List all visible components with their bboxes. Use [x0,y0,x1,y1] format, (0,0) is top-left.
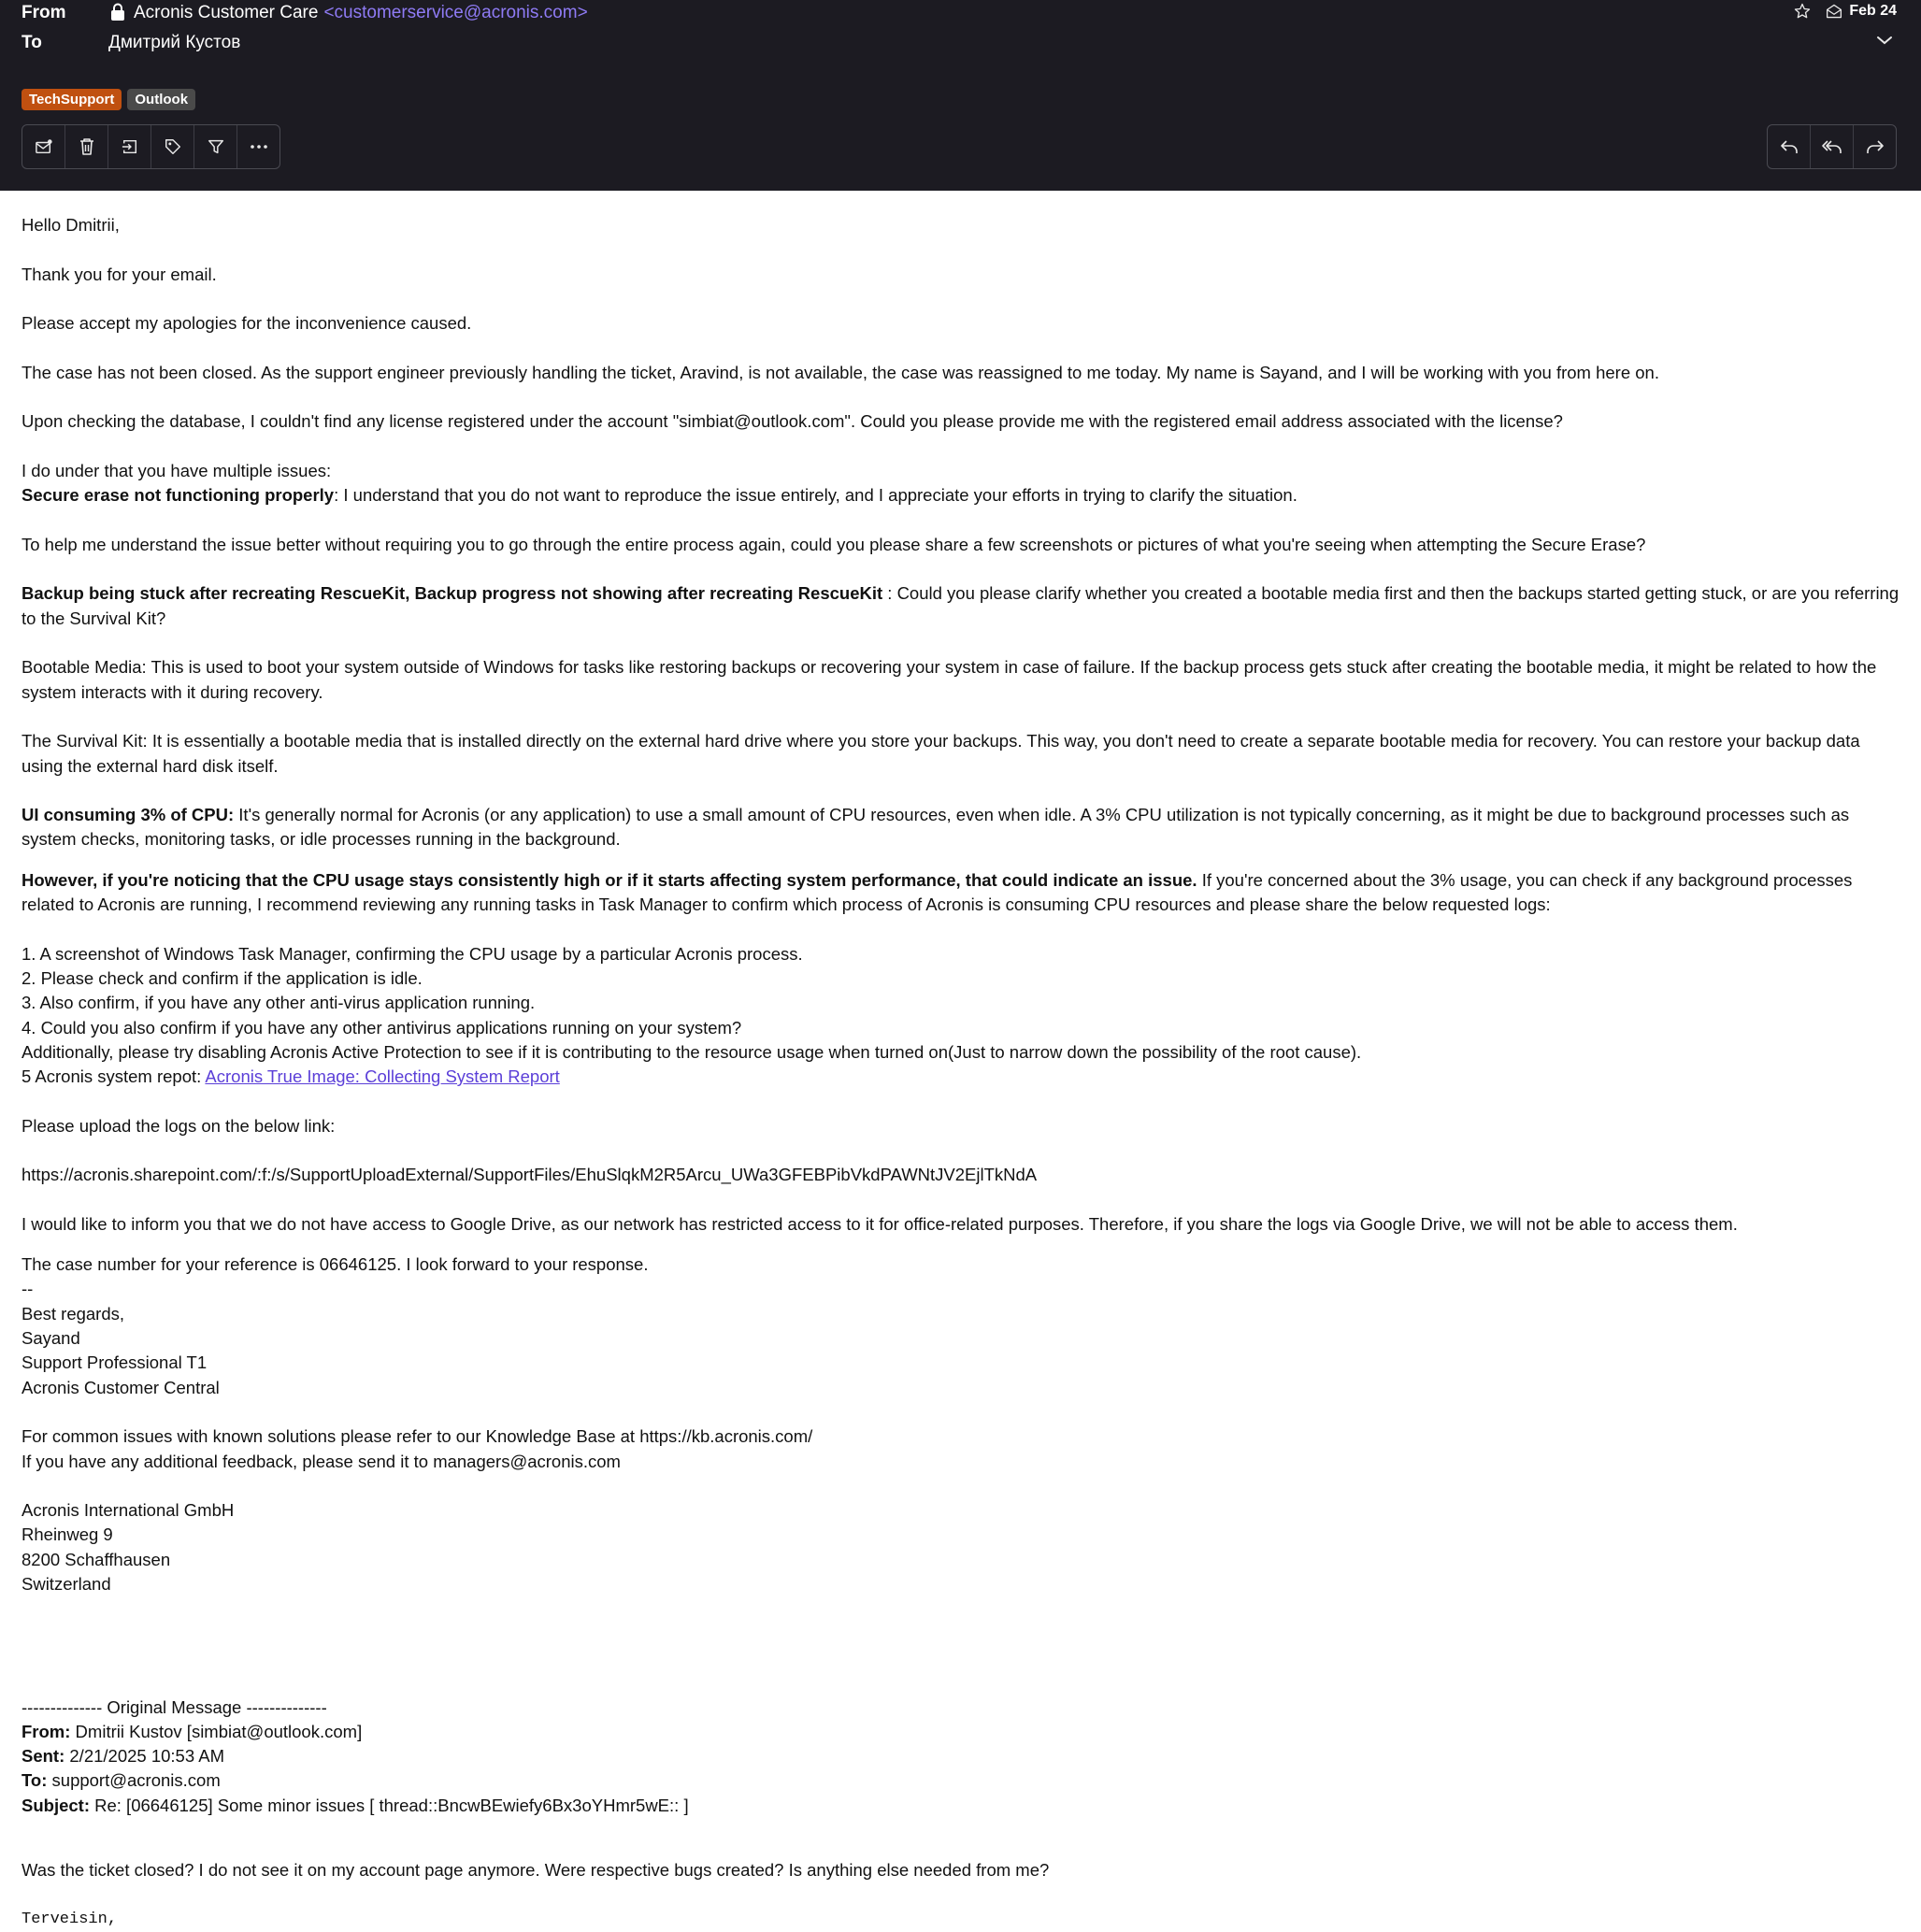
email-date: Feb 24 [1849,3,1897,19]
paragraph: Please accept my apologies for the inconvenience caused. [22,313,472,334]
paragraph: Please upload the logs on the below link: [22,1115,336,1136]
original-message-separator: -------------- Original Message -------------- [22,1696,327,1717]
paragraph: The case number for your reference is 06646125. I look forward to your response. [22,1254,649,1275]
to-label: To [22,33,42,52]
issue-heading: UI consuming 3% of CPU: [22,805,235,825]
paragraph: Thank you for your email. [22,264,217,284]
filter-button[interactable] [194,125,237,168]
tag-button[interactable] [151,125,194,168]
envelope-open-icon [1825,3,1843,20]
paragraph [22,803,1900,852]
paragraph [22,581,1900,631]
star-icon[interactable] [1793,2,1812,21]
issue-heading: Backup being stuck after recreating RescueKit, Backup progress not showing after recreating RescueKit [22,583,883,604]
sender-email[interactable]: <customerservice@acronis.com> [323,3,588,22]
trash-icon [79,137,95,156]
issue-text: It's generally normal for Acronis (or any application) to use a small amount of CPU resources, even when idle. A 3% CPU utilization is not typically concerning, as it might be due to background processes such as system checks, monitoring tasks, or idle processes running in the background. [22,805,1850,850]
original-subject-value: Re: [06646125] Some minor issues [ thread::BncwBEwiefy6Bx3oYHmr5wE:: ] [89,1795,689,1815]
more-button[interactable] [237,125,280,168]
filter-icon [207,137,225,156]
move-icon [121,138,139,155]
reply-all-button[interactable] [1811,125,1854,168]
signature-line: Best regards, [22,1303,125,1324]
original-to-label: To: [22,1770,48,1791]
paragraph [22,868,1900,918]
original-from-value: Dmitrii Kustov [simbiat@outlook.com] [70,1721,363,1741]
recipient-name[interactable]: Дмитрий Кустов [108,33,241,52]
forward-button[interactable] [1854,125,1896,168]
list-item: 2. Please check and confirm if the application is idle. [22,967,423,988]
address-line: Acronis International GmbH [22,1500,235,1521]
paragraph: For common issues with known solutions please refer to our Knowledge Base at https://kb.acronis.com/ [22,1426,813,1447]
report-prefix: 5 Acronis system repot: [22,1066,206,1087]
message-toolbar [22,124,280,169]
mark-unread-button[interactable] [22,125,65,168]
email-header [0,0,1921,191]
tag-techsupport[interactable]: TechSupport [22,89,122,110]
tag-outlook[interactable]: Outlook [127,89,195,110]
list-item [22,1065,1900,1089]
reply-icon [1779,138,1799,155]
system-report-link[interactable]: Acronis True Image: Collecting System Report [205,1066,560,1087]
original-from [22,1720,1900,1744]
upload-url: https://acronis.sharepoint.com/:f:/s/SupportUploadExternal/SupportFiles/EhuSlqkM2R5Arcu_UWa3GFEBPibVkdPAWNtJV2EjlTkNdA [22,1165,1038,1185]
issue-text: If you're concerned about the 3% usage, you can check if any background processes related to Acronis are running, I recommend reviewing any running tasks in Task Manager to confirm which process of Acronis is consuming CPU resources and please share the below requested logs: [22,869,1853,915]
header-meta [1793,0,1897,22]
original-subject [22,1794,1900,1818]
email-body [22,213,1900,1932]
paragraph: Bootable Media: This is used to boot your system outside of Windows for tasks like restoring backups or recovering your system in case of failure. If the backup process gets stuck after creating the bootable media, it might be related to how the system interacts with it during recovery. [22,657,1877,702]
reply-button[interactable] [1768,125,1811,168]
paragraph [22,483,1900,508]
original-sent-label: Sent: [22,1746,65,1767]
tag-list [22,89,195,110]
from-row [22,1,588,25]
issue-heading: However, if you're noticing that the CPU usage stays consistently high or if it starts affecting system performance, that could indicate an issue. [22,869,1197,890]
date-group [1825,3,1897,20]
issue-heading: Secure erase not functioning properly [22,485,335,506]
issue-text: : I understand that you do not want to reproduce the issue entirely, and I appreciate your efforts in trying to clarify the situation. [334,485,1297,506]
issue-text: : Could you please clarify whether you created a bootable media first and then the backups started getting stuck, or are you referring to the Survival Kit? [22,583,1899,628]
signature-line: Sayand [22,1328,80,1349]
signature-line: Acronis Customer Central [22,1377,220,1397]
list-item: 1. A screenshot of Windows Task Manager, confirming the CPU usage by a particular Acronis process. [22,943,803,964]
address-line: Rheinweg 9 [22,1524,113,1545]
signature-line: Support Professional T1 [22,1352,208,1373]
list-item: 4. Could you also confirm if you have any other antivirus applications running on your system? [22,1017,742,1038]
list-item: 3. Also confirm, if you have any other anti-virus application running. [22,993,536,1013]
address-line: Switzerland [22,1574,111,1595]
mark-unread-icon [35,138,53,155]
paragraph: The Survival Kit: It is essentially a bootable media that is installed directly on the external hard drive where you store your backups. This way, you don't need to create a separate bootable media for recovery. You can restore your backup data using the external hard disk itself. [22,731,1860,776]
paragraph: To help me understand the issue better without requiring you to go through the entire process again, could you please share a few screenshots or pictures of what you're seeing when attempting the Secure Erase? [22,534,1646,554]
reply-all-icon [1821,138,1843,155]
paragraph: I do under that you have multiple issues: [22,460,332,480]
address-line: 8200 Schaffhausen [22,1549,171,1569]
tag-icon [164,137,182,156]
list-item: Additionally, please try disabling Acronis Active Protection to see if it is contributing to the resource usage when turned on(Just to narrow down the possibility of the root cause). [22,1041,1362,1062]
original-sign-off: Terveisin, [22,1910,118,1928]
move-button[interactable] [108,125,151,168]
sender-name[interactable]: Acronis Customer Care [134,3,319,22]
original-to [22,1768,1900,1793]
chevron-down-icon[interactable] [1876,34,1893,50]
original-sent [22,1744,1900,1768]
paragraph: I would like to inform you that we do not have access to Google Drive, as our network has restricted access to it for office-related purposes. Therefore, if you share the logs via Google Drive, we will not be able to access them. [22,1213,1738,1234]
reply-toolbar [1767,124,1897,169]
to-row [22,31,240,55]
original-question: Was the ticket closed? I do not see it on my account page anymore. Were respective bugs created? Is anything else needed from me? [22,1860,1050,1881]
from-label: From [22,3,66,22]
paragraph: Upon checking the database, I couldn't find any license registered under the account "simbiat@outlook.com". Could you please provide me with the registered email address associated with the license? [22,411,1563,432]
original-from-label: From: [22,1721,71,1741]
greeting: Hello Dmitrii, [22,215,120,235]
forward-icon [1865,138,1885,155]
original-subject-label: Subject: [22,1795,90,1815]
delete-button[interactable] [65,125,108,168]
original-to-value: support@acronis.com [47,1770,221,1791]
more-icon [250,144,268,150]
paragraph: The case has not been closed. As the support engineer previously handling the ticket, Aravind, is not available, the case was reassigned to me today. My name is Sayand, and I will be working with you from here on. [22,362,1659,382]
paragraph: If you have any additional feedback, please send it to managers@acronis.com [22,1451,621,1471]
signature-dash: -- [22,1279,34,1299]
lock-icon [109,3,130,23]
original-sent-value: 2/21/2025 10:53 AM [65,1746,224,1767]
